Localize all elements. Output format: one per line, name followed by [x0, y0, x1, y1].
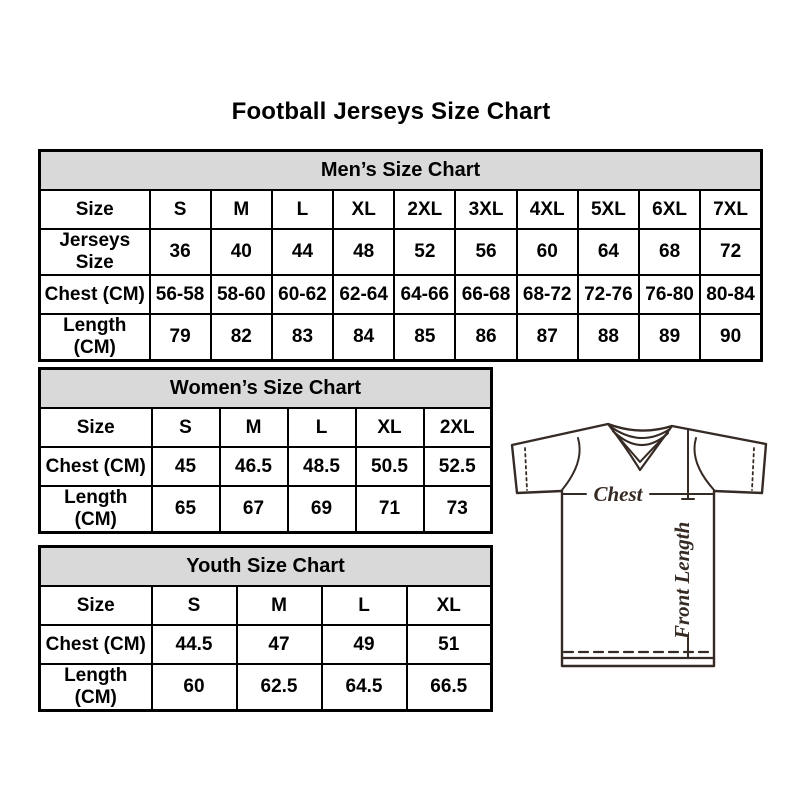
size-cell: 50.5 [356, 447, 424, 486]
jersey-diagram [500, 400, 780, 685]
womens-size-chart-table [38, 367, 493, 534]
row-label: Size [40, 190, 150, 229]
size-cell: 87 [517, 314, 578, 361]
size-cell: 88 [578, 314, 639, 361]
size-cell: 68 [639, 229, 700, 275]
size-cell: S [152, 408, 220, 447]
size-cell: M [220, 408, 288, 447]
table-row-size [40, 408, 492, 447]
size-cell: L [322, 586, 407, 625]
row-label: Length (CM) [40, 664, 152, 711]
youth-size-chart-table [38, 545, 493, 712]
size-cell: 64-66 [394, 275, 455, 314]
youth-table-title: Youth Size Chart [40, 547, 492, 587]
size-cell: 79 [150, 314, 211, 361]
size-cell: 69 [288, 486, 356, 533]
table-row-length [40, 486, 492, 533]
size-cell: 2XL [394, 190, 455, 229]
mens-table-title: Men’s Size Chart [40, 151, 762, 191]
size-cell: 67 [220, 486, 288, 533]
size-cell: S [150, 190, 211, 229]
table-header-row [40, 547, 492, 587]
table-row-chest [40, 275, 762, 314]
size-cell: 66.5 [407, 664, 492, 711]
size-cell: 76-80 [639, 275, 700, 314]
size-cell: 52.5 [424, 447, 492, 486]
table-row-size [40, 586, 492, 625]
size-cell: 60-62 [272, 275, 333, 314]
size-cell: 36 [150, 229, 211, 275]
size-cell: XL [356, 408, 424, 447]
size-cell: XL [333, 190, 394, 229]
front-length-label: Front Length [670, 521, 694, 639]
table-row-jerseys-size [40, 229, 762, 275]
row-label: Jerseys Size [40, 229, 150, 275]
size-cell: 72-76 [578, 275, 639, 314]
mens-size-chart-table [38, 149, 763, 362]
table-row-chest [40, 625, 492, 664]
row-label: Chest (CM) [40, 275, 150, 314]
size-cell: 83 [272, 314, 333, 361]
size-cell: 71 [356, 486, 424, 533]
table-row-chest [40, 447, 492, 486]
size-cell: 89 [639, 314, 700, 361]
size-cell: 60 [517, 229, 578, 275]
size-cell: 51 [407, 625, 492, 664]
size-cell: M [237, 586, 322, 625]
size-cell: L [272, 190, 333, 229]
size-cell: M [211, 190, 272, 229]
size-cell: 47 [237, 625, 322, 664]
size-cell: 5XL [578, 190, 639, 229]
table-row-length [40, 664, 492, 711]
size-cell: 48.5 [288, 447, 356, 486]
size-cell: 62-64 [333, 275, 394, 314]
table-header-row [40, 369, 492, 409]
size-cell: 44.5 [152, 625, 237, 664]
size-cell: 80-84 [700, 275, 761, 314]
size-cell: 66-68 [455, 275, 516, 314]
size-cell: 90 [700, 314, 761, 361]
row-label: Length (CM) [40, 486, 152, 533]
size-cell: 86 [455, 314, 516, 361]
size-cell: 65 [152, 486, 220, 533]
chest-label: Chest [593, 482, 643, 506]
row-label: Length (CM) [40, 314, 150, 361]
size-cell: S [152, 586, 237, 625]
table-header-row [40, 151, 762, 191]
size-cell: 2XL [424, 408, 492, 447]
size-cell: 4XL [517, 190, 578, 229]
size-cell: 72 [700, 229, 761, 275]
row-label: Size [40, 408, 152, 447]
table-row-length [40, 314, 762, 361]
row-label: Chest (CM) [40, 625, 152, 664]
size-cell: 48 [333, 229, 394, 275]
row-label: Chest (CM) [40, 447, 152, 486]
size-cell: 3XL [455, 190, 516, 229]
size-cell: 56 [455, 229, 516, 275]
size-cell: 44 [272, 229, 333, 275]
size-cell: 7XL [700, 190, 761, 229]
size-cell: XL [407, 586, 492, 625]
size-cell: L [288, 408, 356, 447]
size-cell: 45 [152, 447, 220, 486]
size-cell: 84 [333, 314, 394, 361]
page-title: Football Jerseys Size Chart [231, 98, 551, 125]
size-cell: 56-58 [150, 275, 211, 314]
size-cell: 82 [211, 314, 272, 361]
size-cell: 68-72 [517, 275, 578, 314]
size-cell: 85 [394, 314, 455, 361]
womens-table-title: Women’s Size Chart [40, 369, 492, 409]
jersey-vneck-inner [613, 431, 668, 462]
size-cell: 62.5 [237, 664, 322, 711]
size-cell: 52 [394, 229, 455, 275]
size-cell: 6XL [639, 190, 700, 229]
size-cell: 64.5 [322, 664, 407, 711]
size-cell: 49 [322, 625, 407, 664]
size-cell: 73 [424, 486, 492, 533]
size-cell: 58-60 [211, 275, 272, 314]
size-cell: 46.5 [220, 447, 288, 486]
size-cell: 40 [211, 229, 272, 275]
size-cell: 64 [578, 229, 639, 275]
table-row-size [40, 190, 762, 229]
size-cell: 60 [152, 664, 237, 711]
row-label: Size [40, 586, 152, 625]
